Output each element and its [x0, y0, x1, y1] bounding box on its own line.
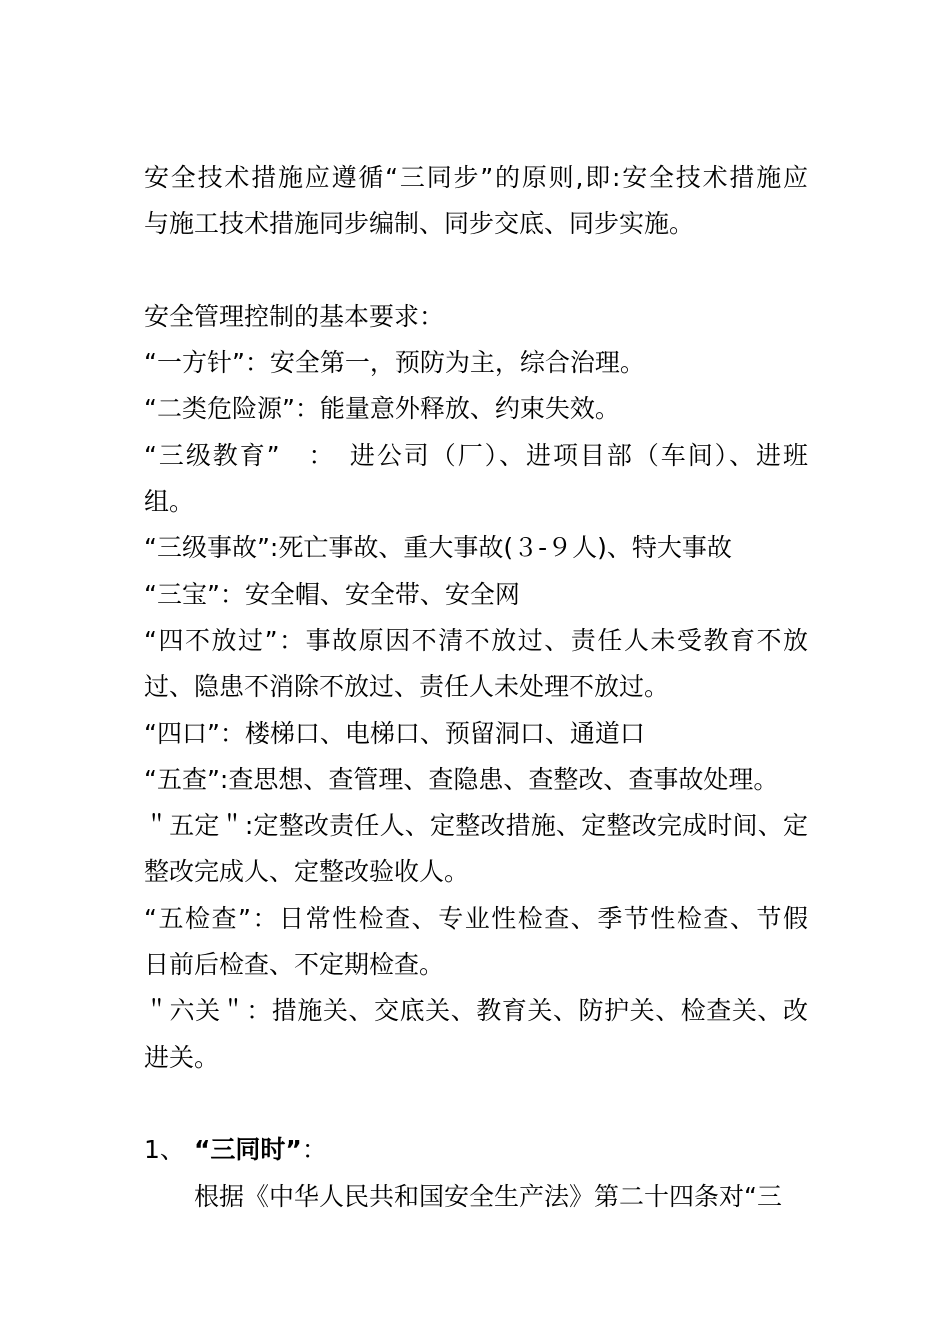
section-intro: 安全管理控制的基本要求： — [144, 301, 445, 331]
list-item: “五查”:查思想、查管理、查隐患、查整改、查事故处理。 — [144, 764, 779, 794]
paragraph-gap — [144, 248, 808, 294]
paragraph-gap — [144, 1081, 808, 1127]
list-item: 进关。 — [144, 1042, 220, 1072]
heading-number: 1、 — [144, 1135, 185, 1165]
text-line: 与施工技术措施同步编制、同步交底、同步实施。 — [144, 209, 695, 239]
list-item: “三级事故”:死亡事故、重大事故(３-９人)、特大事故 — [144, 533, 732, 563]
section-heading — [144, 1127, 808, 1173]
list-item: 整改完成人、定整改验收人。 — [144, 857, 470, 887]
list-item: 过、隐患不消除不放过、责任人未处理不放过。 — [144, 672, 670, 702]
list-item: ＂六关＂：措施关、交底关、教育关、防护关、检查关、改 — [144, 996, 808, 1026]
list-item: “三级教育” ： 进公司（厂）、进项目部（车间）、进班 — [144, 440, 808, 470]
list-item: “五检查”：日常性检查、专业性检查、季节性检查、节假 — [144, 903, 808, 933]
text-line: 安全技术措施应遵循“三同步”的原则,即:安全技术措施应 — [144, 163, 808, 192]
list-item: “一方针”：安全第一，预防为主，综合治理。 — [144, 348, 645, 378]
list-item: 组。 — [144, 487, 195, 517]
heading-suffix: ： — [301, 1135, 327, 1165]
document-body — [144, 155, 808, 1220]
list-item: “四口”：楼梯口、电梯口、预留洞口、通道口 — [144, 718, 645, 748]
body-text-line: 根据《中华人民共和国安全生产法》第二十四条对“三 — [194, 1181, 782, 1211]
heading-title: “三同时” — [194, 1135, 302, 1165]
list-item: “三宝”：安全帽、安全带、安全网 — [144, 579, 520, 609]
list-item: 日前后检查、不定期检查。 — [144, 950, 445, 980]
list-item: ＂五定＂:定整改责任人、定整改措施、定整改完成时间、定 — [144, 811, 808, 841]
list-item: “四不放过”：事故原因不清不放过、责任人未受教育不放 — [144, 625, 808, 655]
list-item: “二类危险源”：能量意外释放、约束失效。 — [144, 394, 620, 424]
